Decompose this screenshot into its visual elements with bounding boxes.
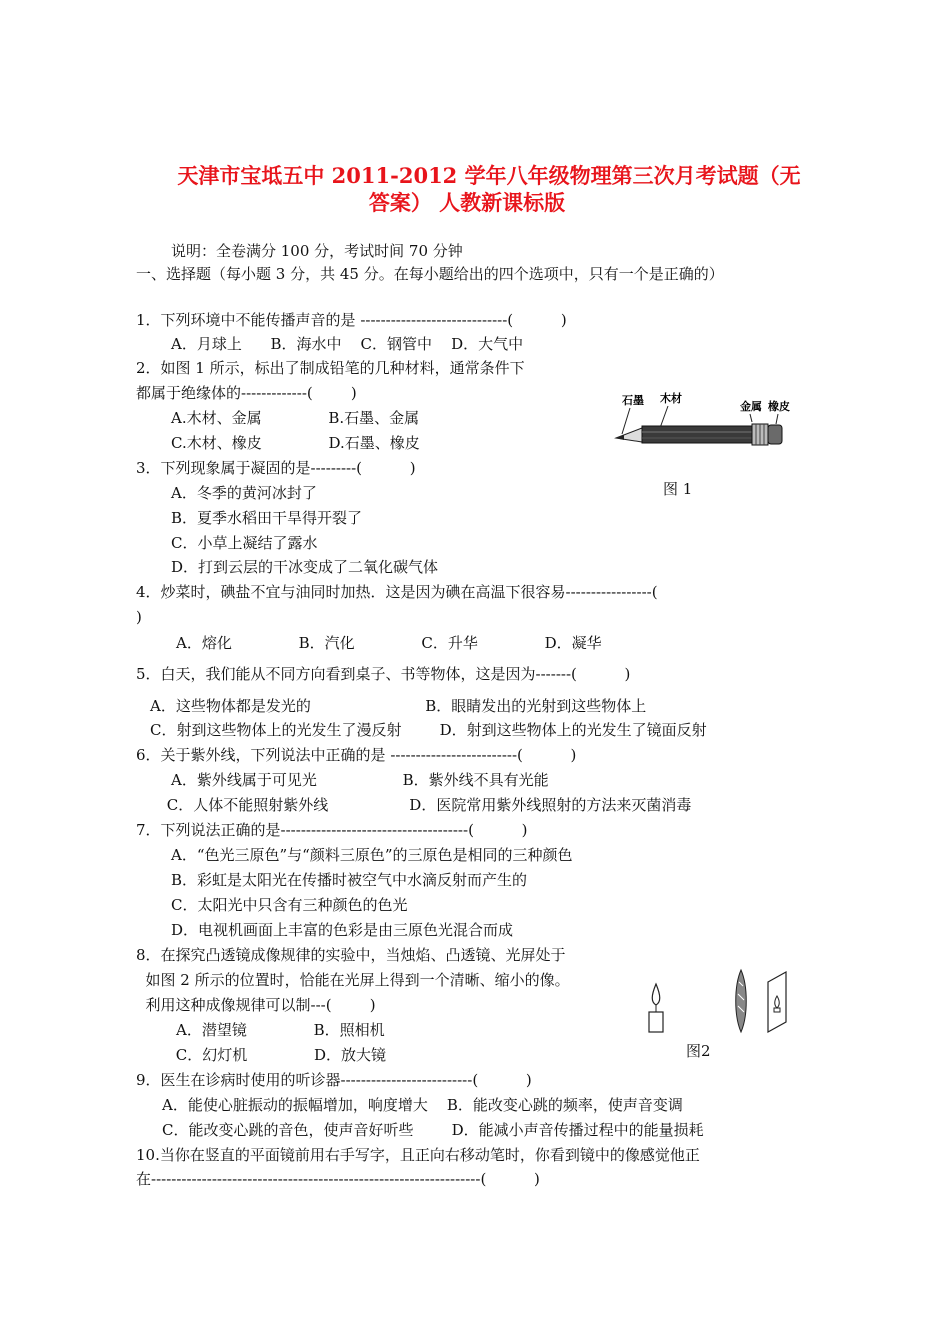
document-title-line-1: 天津市宝坻五中 2011-2012 学年八年级物理第三次月考试题（无	[177, 163, 801, 188]
question-9: 9．医生在诊病时使用的听诊器--------------------------( )	[136, 1071, 532, 1089]
question-7-option-a: A．“色光三原色”与“颜料三原色”的三原色是相同的三种颜色	[171, 846, 573, 864]
label-wood: 木材	[660, 392, 682, 405]
question-8-options-ab: A．潜望镜 B．照相机	[176, 1021, 385, 1039]
exam-note: 说明：全卷满分 100 分，考试时间 70 分钟	[171, 242, 463, 260]
question-1: 1．下列环境中不能传播声音的是 -----------------------------( )	[136, 311, 567, 329]
question-2: 2．如图 1 所示，标出了制成铅笔的几种材料，通常条件下	[136, 359, 525, 377]
label-metal: 金属	[740, 400, 762, 413]
question-2-cont: 都属于绝缘体的-------------( )	[136, 384, 357, 402]
pencil-figure	[612, 390, 796, 450]
question-4-options: A．熔化 B．汽化 C．升华 D．凝华	[176, 634, 602, 652]
question-9-options-ab: A．能使心脏振动的振幅增加，响度增大 B．能改变心跳的频率，使声音变调	[162, 1096, 683, 1114]
label-graphite: 石墨	[622, 394, 644, 407]
question-1-options: A．月球上 B．海水中 C．钢管中 D．大气中	[171, 335, 524, 353]
question-3-option-c: C．小草上凝结了露水	[171, 534, 318, 552]
question-3-option-a: A．冬季的黄河冰封了	[171, 484, 317, 502]
figure-1-caption: 图 1	[663, 480, 693, 498]
question-5-options-cd: C．射到这些物体上的光发生了漫反射 D．射到这些物体上的光发生了镜面反射	[150, 721, 707, 739]
question-7-option-c: C．太阳光中只含有三种颜色的色光	[171, 896, 408, 914]
question-3-option-b: B．夏季水稻田干旱得开裂了	[171, 509, 363, 527]
question-2-options-cd: C.木材、橡皮 D.石墨、橡皮	[171, 434, 420, 452]
question-3: 3．下列现象属于凝固的是---------( )	[136, 459, 416, 477]
question-2-options-ab: A.木材、金属 B.石墨、金属	[171, 409, 420, 427]
question-6-options-cd: C．人体不能照射紫外线 D．医院常用紫外线照射的方法来灭菌消毒	[162, 796, 692, 814]
question-6-options-ab: A．紫外线属于可见光 B．紫外线不具有光能	[171, 771, 549, 789]
question-5: 5．白天，我们能从不同方向看到桌子、书等物体，这是因为-------( )	[136, 665, 631, 683]
question-4-cont: )	[136, 608, 142, 626]
lens-experiment-figure	[640, 968, 810, 1038]
question-7-option-d: D．电视机画面上丰富的色彩是由三原色光混合而成	[171, 921, 514, 939]
question-10: 10.当你在竖直的平面镜前用右手写字，且正向右移动笔时，你看到镜中的像感觉他正	[136, 1146, 700, 1164]
question-5-options-ab: A．这些物体都是发光的 B．眼睛发出的光射到这些物体上	[150, 697, 647, 715]
document-title-line-2: 答案） 人教新课标版	[368, 190, 566, 215]
question-4: 4．炒菜时，碘盐不宜与油同时加热．这是因为碘在高温下很容易-----------------(	[136, 583, 658, 601]
question-8-options-cd: C．幻灯机 D．放大镜	[171, 1046, 387, 1064]
question-7-option-b: B．彩虹是太阳光在传播时被空气中水滴反射而产生的	[171, 871, 528, 889]
question-3-option-d: D．打到云层的干冰变成了二氧化碳气体	[171, 558, 439, 576]
convex-lens-icon	[736, 970, 747, 1032]
section-heading: 一、选择题（每小题 3 分，共 45 分。在每小题给出的四个选项中，只有一个是正确的）	[136, 265, 724, 283]
figure-2-caption: 图2	[686, 1042, 711, 1060]
label-eraser: 橡皮	[768, 400, 790, 413]
question-8-cont-1: 如图 2 所示的位置时，恰能在光屏上得到一个清晰、缩小的像。	[136, 971, 570, 989]
question-10-cont: 在-----------------------------------------------------------------( )	[136, 1170, 540, 1188]
candle-icon	[649, 984, 663, 1032]
question-9-options-cd: C．能改变心跳的音色，使声音好听些 D．能减小声音传播过程中的能量损耗	[162, 1121, 704, 1139]
screen-icon	[768, 972, 786, 1032]
question-7: 7．下列说法正确的是-------------------------------------( )	[136, 821, 528, 839]
question-8: 8．在探究凸透镜成像规律的实验中，当烛焰、凸透镜、光屏处于	[136, 946, 566, 964]
question-6: 6．关于紫外线，下列说法中正确的是 -------------------------( )	[136, 746, 577, 764]
question-8-cont-2: 利用这种成像规律可以制---( )	[136, 996, 376, 1014]
